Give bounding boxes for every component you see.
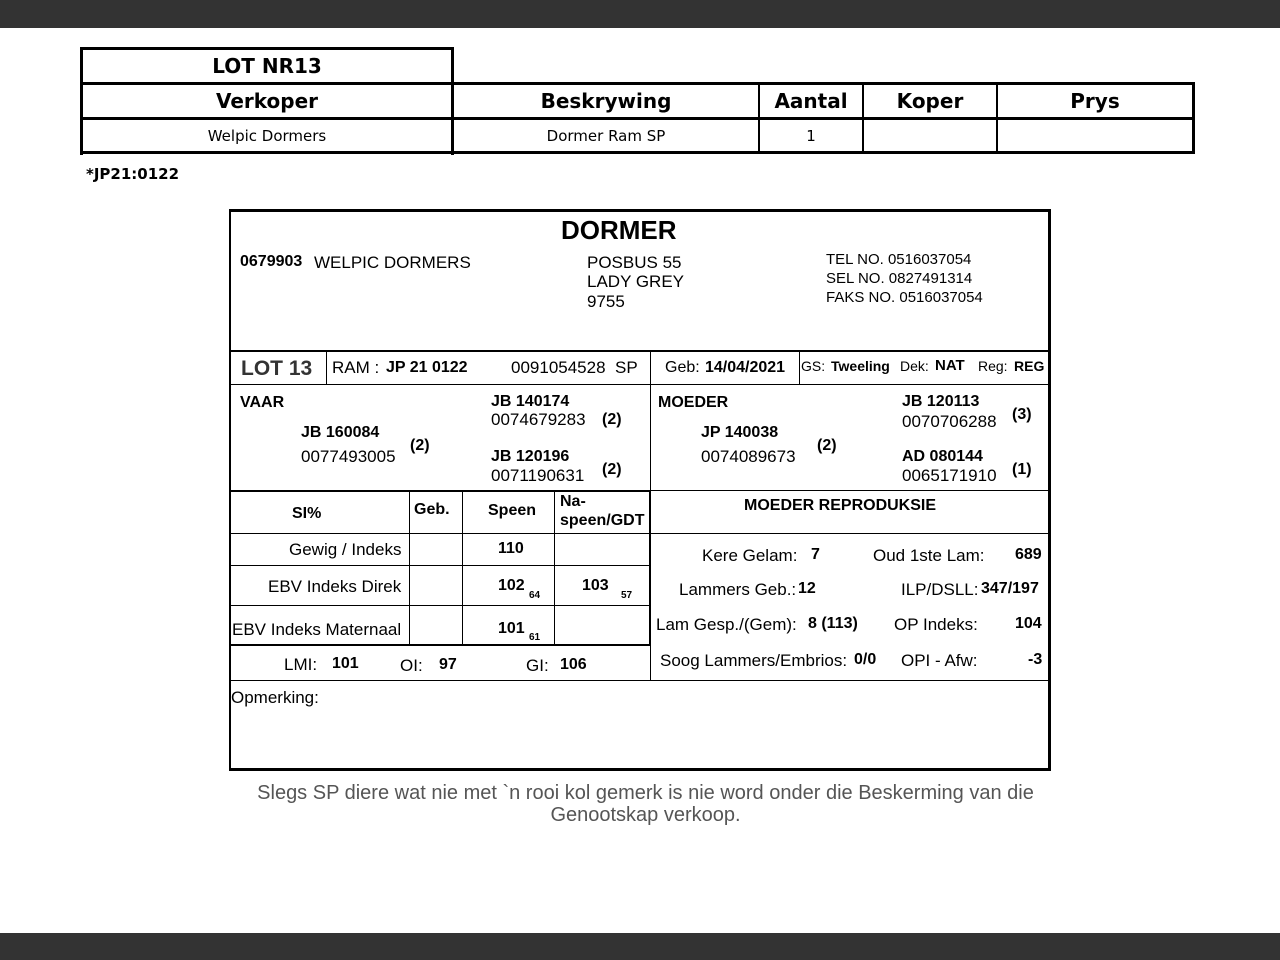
breeder-number: 0679903 [240, 253, 303, 270]
ram-registration: 0091054528 SP [511, 358, 638, 377]
oud-label: Oud 1ste Lam: [873, 546, 985, 565]
opi-value: -3 [1028, 651, 1043, 668]
opi-label: OPI - Afw: [901, 651, 978, 670]
header-aantal: Aantal [774, 89, 848, 113]
op-value: 104 [1015, 615, 1042, 632]
header-prys: Prys [1070, 89, 1120, 113]
perf-row-label: EBV Indeks Direk [268, 577, 402, 596]
oud-value: 689 [1015, 546, 1042, 563]
sire-sire-count: (2) [602, 411, 622, 428]
cell-aantal: 1 [806, 126, 816, 145]
soog-value: 0/0 [854, 651, 877, 668]
birth-date: 14/04/2021 [705, 359, 786, 376]
dam-sire-count: (3) [1012, 406, 1032, 423]
faks-number: FAKS NO. 0516037054 [826, 289, 983, 306]
gs-label: GS: [801, 358, 826, 374]
perf-row-label: Gewig / Indeks [289, 540, 402, 559]
sire-id: JB 160084 [301, 424, 380, 441]
gi-value: 106 [560, 656, 587, 673]
ilp-label: ILP/DSLL: [901, 580, 979, 599]
perf-speen-value: 102 [498, 577, 525, 594]
perf-header-naspeen-1: Na- [560, 493, 586, 510]
dam-dam-reg: 0065171910 [902, 466, 997, 485]
lammers-label: Lammers Geb.: [679, 580, 797, 599]
sel-number: SEL NO. 0827491314 [826, 270, 973, 287]
header-koper: Koper [896, 89, 964, 113]
lot-number: LOT NR13 [212, 54, 322, 78]
address-line-3: 9755 [587, 292, 625, 311]
address-line-2: LADY GREY [587, 272, 685, 291]
sire-sire-id: JB 140174 [491, 393, 570, 410]
kere-value: 7 [811, 546, 820, 563]
address-line-1: POSBUS 55 [587, 253, 682, 272]
kere-label: Kere Gelam: [702, 546, 798, 565]
perf-header-speen: Speen [488, 502, 537, 519]
dam-count: (2) [817, 437, 837, 454]
dam-dam-id: AD 080144 [902, 448, 983, 465]
top-dark-bar [0, 0, 1280, 28]
tel-number: TEL NO. 0516037054 [826, 251, 972, 268]
perf-speen-sub: 64 [529, 590, 541, 601]
gesp-label: Lam Gesp./(Gem): [656, 615, 797, 634]
op-label: OP Indeks: [894, 615, 978, 634]
lmi-label: LMI: [284, 655, 318, 674]
perf-speen-value: 101 [498, 620, 525, 637]
gi-label: GI: [526, 656, 549, 675]
perf-speen-sub: 61 [529, 632, 541, 643]
gesp-value: 8 (113) [808, 615, 858, 632]
cell-koper [864, 120, 996, 151]
sire-count: (2) [410, 437, 430, 454]
perf-speen-value: 110 [498, 540, 524, 557]
header-verkoper: Verkoper [215, 89, 319, 113]
ram-label: RAM : [332, 358, 380, 377]
ram-id: JP 21 0122 [386, 359, 468, 376]
dam-reg: 0074089673 [701, 447, 796, 466]
perf-header-geb: Geb. [414, 501, 450, 518]
birth-label: Geb: [665, 359, 700, 376]
dam-id: JP 140038 [701, 424, 779, 441]
perf-row-label: EBV Indeks Maternaal [232, 620, 402, 639]
reference-code: *JP21:0122 [86, 165, 180, 183]
vaar-label: VAAR [240, 394, 285, 411]
sire-dam-reg: 0071190631 [491, 466, 585, 485]
perf-header-si: SI% [292, 505, 322, 522]
cell-prys [998, 120, 1192, 151]
moeder-label: MOEDER [658, 394, 729, 411]
lmi-value: 101 [332, 655, 359, 672]
oi-label: OI: [400, 656, 423, 675]
sire-dam-count: (2) [602, 461, 622, 478]
ilp-value: 347/197 [981, 580, 1039, 597]
reg-label: Reg: [978, 358, 1008, 374]
dek-value: NAT [935, 357, 965, 374]
dam-sire-reg: 0070706288 [902, 412, 997, 431]
perf-header-naspeen-2: speen/GDT [560, 512, 645, 529]
header-beskrywing: Beskrywing [540, 89, 672, 113]
reproduksie-title: MOEDER REPRODUKSIE [744, 497, 937, 514]
breed-title: DORMER [561, 215, 677, 245]
sire-reg: 0077493005 [301, 447, 396, 466]
dam-dam-count: (1) [1012, 461, 1032, 478]
soog-label: Soog Lammers/Embrios: [660, 651, 848, 670]
dam-sire-id: JB 120113 [902, 393, 980, 410]
sire-dam-id: JB 120196 [491, 448, 570, 465]
oi-value: 97 [439, 656, 457, 673]
perf-naspeen-value: 103 [582, 577, 609, 594]
bottom-dark-bar [0, 933, 1280, 960]
opmerking-label: Opmerking: [231, 688, 319, 707]
footer-note-line-1: Slegs SP diere wat nie met `n rooi kol gemerk is nie word onder die Beskerming van die [257, 782, 1034, 804]
lammers-value: 12 [798, 580, 816, 597]
reg-value: REG [1014, 358, 1045, 374]
dek-label: Dek: [900, 358, 929, 374]
card-lot-number: LOT 13 [241, 357, 313, 380]
footer-note-line-2: Genootskap verkoop. [550, 804, 741, 826]
breeder-name: WELPIC DORMERS [314, 253, 471, 272]
cell-verkoper: Welpic Dormers [207, 126, 327, 145]
cell-beskrywing: Dormer Ram SP [546, 126, 666, 145]
sire-sire-reg: 0074679283 [491, 410, 586, 429]
gs-value: Tweeling [831, 358, 890, 374]
perf-naspeen-sub: 57 [621, 590, 633, 601]
